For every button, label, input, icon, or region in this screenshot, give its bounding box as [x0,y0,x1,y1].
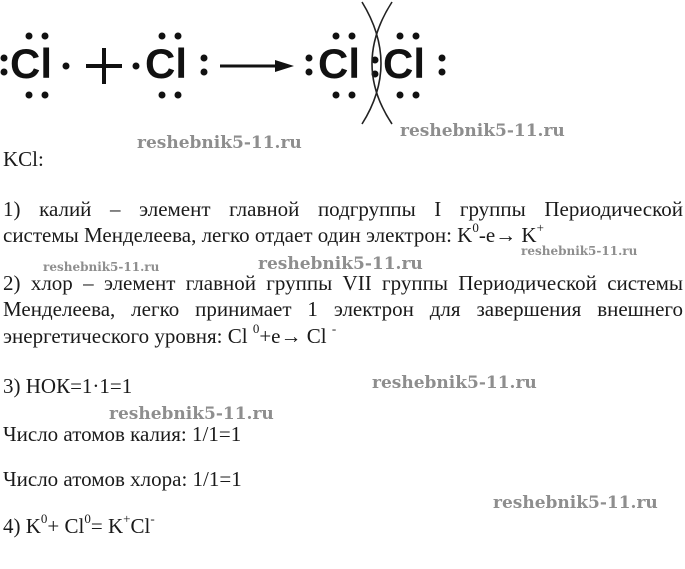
watermark: reshebnik5-11.ru [372,373,537,393]
p4-cl-ion: Cl [130,514,151,538]
chlorine-atom-2: Cl [145,40,187,87]
paragraph-1-line-1: 1) калий – элемент главной подгруппы I группы Периодической [3,197,683,221]
watermark: reshebnik5-11.ru [493,493,658,513]
watermark: reshebnik5-11.ru [43,260,160,274]
compound-heading: KCl: [3,147,44,171]
watermark: reshebnik5-11.ru [521,244,638,258]
chlorine-atom-count: Число атомов хлора: 1/1=1 [3,467,242,491]
p1-charge-plus: + [536,220,544,235]
p2-charge-minus: - [331,321,337,336]
p2-text: энергетического уровня: Cl [3,324,253,348]
paragraph-2-line-3 [3,323,683,349]
p1-electron-loss: -e→ K [478,223,537,247]
potassium-atom-count: Число атомов калия: 1/1=1 [3,422,242,446]
chlorine-atom-4: Cl [383,40,425,87]
p4-cl-minus: - [150,511,155,526]
chlorine-atom-3: Cl [318,40,360,87]
lewis-structure-diagram [0,0,685,125]
p4-k-charge: 0 [40,511,48,526]
reaction-arrow [220,60,294,72]
chlorine-atom-1: Cl [10,40,52,87]
p1-charge-zero: 0 [472,220,479,235]
p1-text: системы Менделеева, легко отдает один электрон: K [3,223,473,247]
paragraph-2-line-2: Менделеева, легко принимает 1 электрон для завершения внешнего [3,297,683,321]
paragraph-4-equation [3,513,683,539]
watermark: reshebnik5-11.ru [400,121,565,141]
plus-sign [86,48,122,84]
p4-equals-k: = K [90,514,124,538]
p4-k: 4) K [3,514,41,538]
paragraph-3: 3) НОК=1·1=1 [3,374,133,398]
p2-electron-gain: +e→ Cl [259,324,332,348]
watermark: reshebnik5-11.ru [137,133,302,153]
p4-plus-cl: + Cl [47,514,85,538]
watermark: reshebnik5-11.ru [258,254,423,274]
paragraph-2-line-1: 2) хлор – элемент главной группы VII группы Периодической системы [3,271,683,295]
p4-cl-charge: 0 [84,511,91,526]
p4-k-plus: + [123,511,131,526]
p2-charge-zero: 0 [252,321,260,336]
watermark: reshebnik5-11.ru [109,404,274,424]
